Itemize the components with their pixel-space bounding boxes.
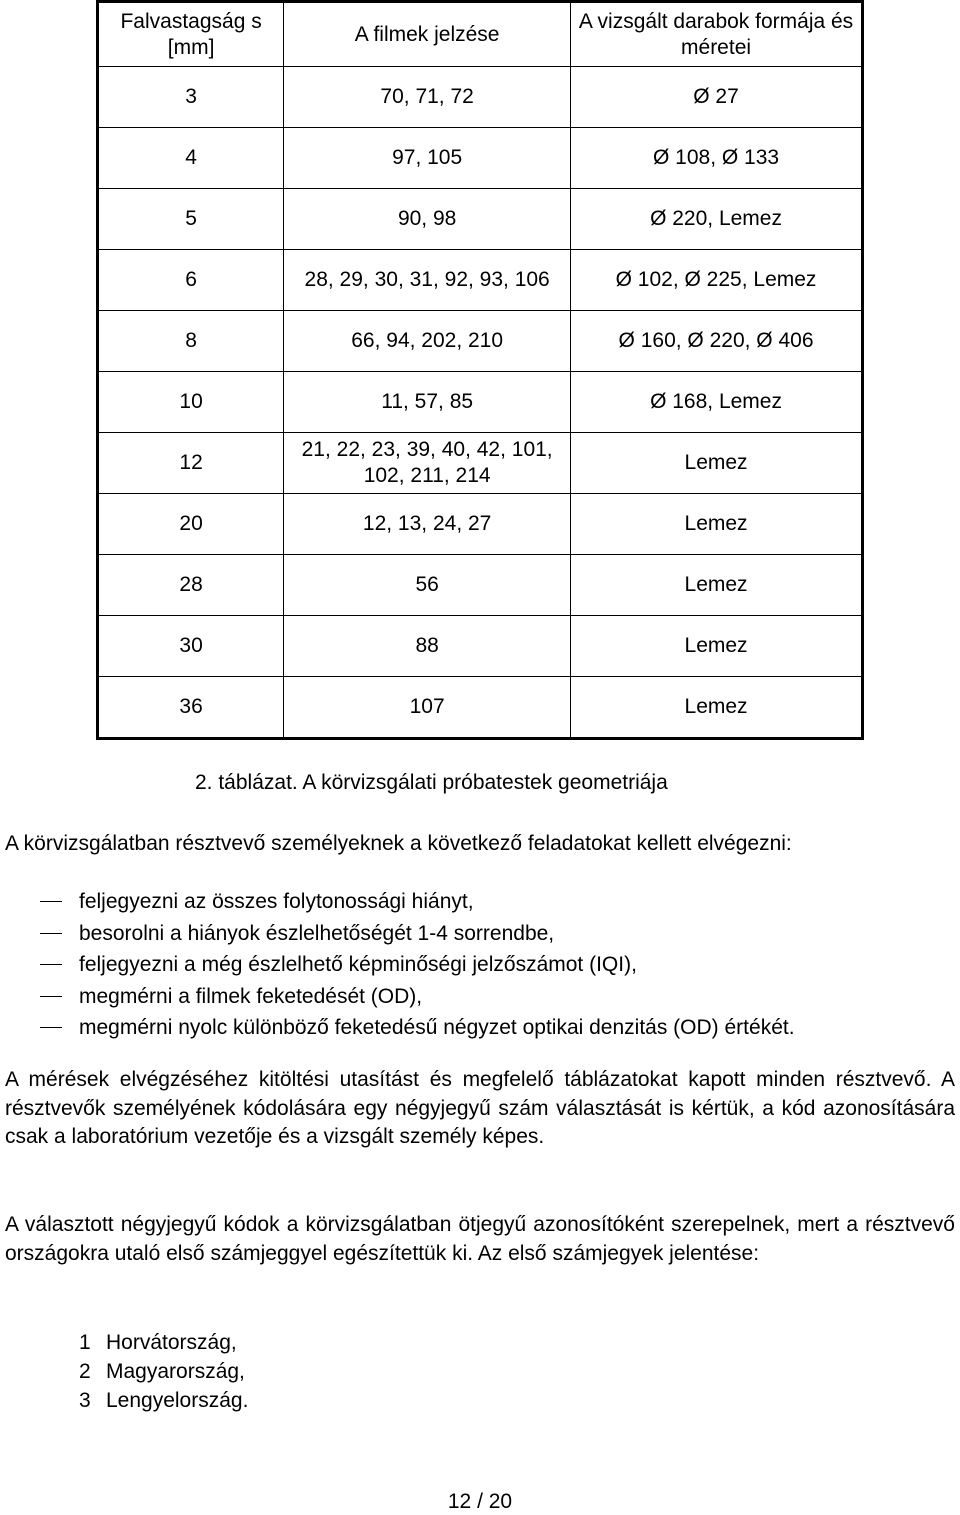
table-row: [98, 433, 863, 494]
country-name: Horvátország,: [106, 1331, 237, 1354]
cell-film-ids: 28, 29, 30, 31, 92, 93, 106: [284, 250, 571, 311]
table-row: [98, 250, 863, 311]
code-paragraph: A választott négyjegyű kódok a körvizsgálatban ötjegyű azonosítóként szerepelnek, mert a résztvevő országokra utaló első számjeggyel egészítettük ki. Az első számjegyek jelentése:: [5, 1213, 955, 1265]
cell-specimen-shape: Ø 27: [571, 67, 863, 128]
dash-bullet-icon: [40, 1027, 62, 1028]
table-caption: 2. táblázat. A körvizsgálati próbatestek geometriája: [195, 771, 668, 794]
cell-specimen-shape: Ø 102, Ø 225, Lemez: [571, 250, 863, 311]
list-item: [40, 981, 795, 1013]
dash-bullet-icon: [40, 964, 62, 965]
country-digit: 2: [79, 1360, 91, 1383]
cell-film-ids: 21, 22, 23, 39, 40, 42, 101, 102, 211, 214: [284, 433, 571, 494]
list-item: [40, 918, 795, 950]
task-text: megmérni nyolc különböző feketedésű négyzet optikai denzitás (OD) értékét.: [79, 1016, 795, 1039]
table-row: [98, 555, 863, 616]
task-text: feljegyezni az összes folytonossági hiányt,: [79, 890, 474, 913]
task-text: besorolni a hiányok észlelhetőségét 1-4 sorrendbe,: [79, 921, 555, 945]
cell-film-ids: 12, 13, 24, 27: [284, 494, 571, 555]
cell-wall-thickness: 6: [98, 250, 284, 311]
cell-wall-thickness: 3: [98, 67, 284, 128]
cell-film-ids: 88: [284, 616, 571, 677]
cell-wall-thickness: 10: [98, 372, 284, 433]
cell-specimen-shape: Lemez: [571, 494, 863, 555]
table-row: [98, 616, 863, 677]
cell-wall-thickness: 4: [98, 128, 284, 189]
cell-specimen-shape: Lemez: [571, 616, 863, 677]
header-wall-thickness: Falvastagság s [mm]: [98, 2, 284, 67]
dash-bullet-icon: [40, 901, 62, 902]
task-list: [40, 886, 795, 1044]
list-item: [40, 886, 795, 918]
list-item: [40, 1012, 795, 1044]
header-specimen-shape: A vizsgált darabok formája és méretei: [571, 2, 863, 67]
cell-specimen-shape: Ø 220, Lemez: [571, 189, 863, 250]
table-body: [98, 67, 863, 739]
cell-specimen-shape: Ø 160, Ø 220, Ø 406: [571, 311, 863, 372]
dash-bullet-icon: [40, 996, 62, 997]
cell-film-ids: 70, 71, 72: [284, 67, 571, 128]
cell-wall-thickness: 30: [98, 616, 284, 677]
cell-film-ids: 90, 98: [284, 189, 571, 250]
cell-wall-thickness: 8: [98, 311, 284, 372]
table-row: [98, 67, 863, 128]
cell-film-ids: 97, 105: [284, 128, 571, 189]
country-list: [79, 1328, 248, 1415]
cell-wall-thickness: 36: [98, 677, 284, 739]
table-row: [98, 128, 863, 189]
specimen-table: [96, 0, 864, 740]
page-number: 12 / 20: [447, 1490, 513, 1513]
dash-bullet-icon: [40, 933, 62, 934]
cell-film-ids: 11, 57, 85: [284, 372, 571, 433]
cell-specimen-shape: Lemez: [571, 677, 863, 739]
country-name: Lengyelország.: [106, 1389, 249, 1412]
country-digit: 1: [79, 1331, 91, 1354]
cell-film-ids: 56: [284, 555, 571, 616]
table-header-row: [98, 2, 863, 67]
list-item: [79, 1386, 248, 1415]
cell-film-ids: 107: [284, 677, 571, 739]
instructions-paragraph: A mérések elvégzéséhez kitöltési utasítást és megfelelő táblázatokat kapott minden résztvevő. A résztvevők személyének kódolására egy négyjegyű szám választását is kértük, a kód azonosítására csak a laboratórium vezetője és a vizsgált személy képes.: [5, 1068, 955, 1148]
cell-film-ids: 66, 94, 202, 210: [284, 311, 571, 372]
cell-specimen-shape: Ø 168, Lemez: [571, 372, 863, 433]
task-text: megmérni a filmek feketedését (OD),: [79, 984, 423, 1008]
cell-specimen-shape: Lemez: [571, 433, 863, 494]
intro-paragraph: A körvizsgálatban résztvevő személyeknek a következő feladatokat kellett elvégezni:: [5, 832, 792, 855]
cell-wall-thickness: 12: [98, 433, 284, 494]
cell-specimen-shape: Ø 108, Ø 133: [571, 128, 863, 189]
cell-specimen-shape: Lemez: [571, 555, 863, 616]
table-row: [98, 189, 863, 250]
cell-wall-thickness: 5: [98, 189, 284, 250]
cell-wall-thickness: 20: [98, 494, 284, 555]
task-text: feljegyezni a még észlelhető képminőségi jelzőszámot (IQI),: [79, 953, 637, 976]
list-item: [79, 1328, 248, 1357]
list-item: [40, 949, 795, 981]
cell-wall-thickness: 28: [98, 555, 284, 616]
table-row: [98, 494, 863, 555]
table-row: [98, 311, 863, 372]
header-film-ids: A filmek jelzése: [284, 2, 571, 67]
country-digit: 3: [79, 1389, 91, 1412]
country-name: Magyarország,: [106, 1360, 245, 1383]
table-row: [98, 677, 863, 739]
table-row: [98, 372, 863, 433]
list-item: [79, 1357, 248, 1386]
